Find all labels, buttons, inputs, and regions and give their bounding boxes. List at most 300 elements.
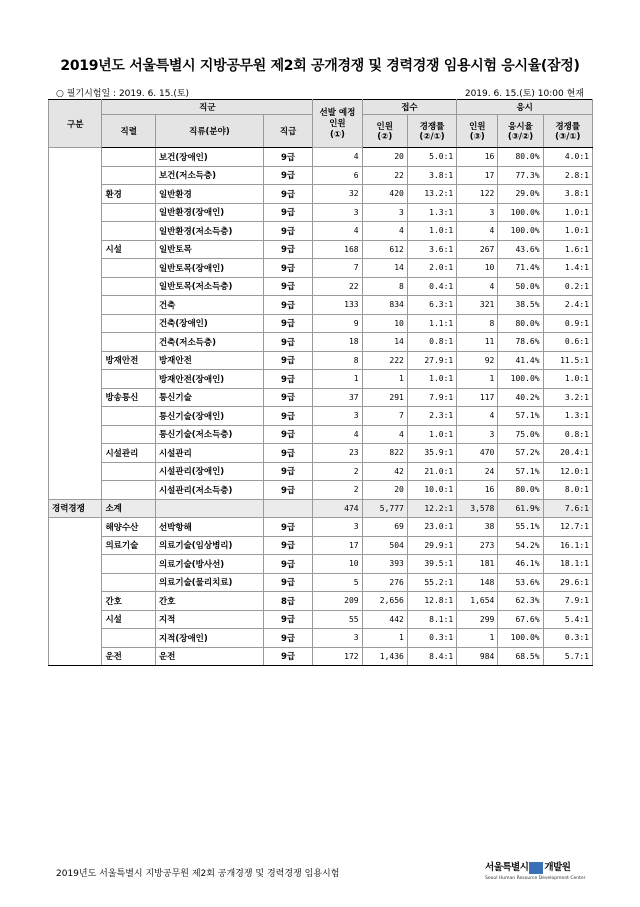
app-ratio-cell: 27.9:1 (407, 351, 456, 370)
geup-cell: 9급 (263, 462, 312, 481)
geup-cell: 9급 (263, 573, 312, 592)
att-ratio-cell: 0.6:1 (543, 333, 592, 352)
geup-cell: 9급 (263, 555, 312, 574)
att-rate-cell: 100.0% (498, 370, 543, 389)
geup-cell: 9급 (263, 185, 312, 204)
att-rate-cell: 67.6% (498, 610, 543, 629)
header-seonbal-label: 선발 예정인원 (319, 107, 356, 129)
ryu-cell: 선박항해 (155, 518, 263, 537)
app-ratio-cell: 5.0:1 (407, 148, 456, 167)
ryu-cell: 일반토목(저소득층) (155, 277, 263, 296)
att-ratio-cell: 0.3:1 (543, 629, 592, 648)
ryeol-cell (102, 259, 155, 278)
gubun-cell (49, 240, 102, 259)
att-ratio-cell: 0.2:1 (543, 277, 592, 296)
table-row (49, 314, 593, 333)
ryu-cell: 일반환경(저소득층) (155, 222, 263, 241)
ryeol-cell: 시설 (102, 240, 155, 259)
att-ratio-cell: 1.0:1 (543, 222, 592, 241)
gubun-cell (49, 222, 102, 241)
header-att-rate-label: 응시율 (508, 122, 533, 132)
att-ratio-cell: 12.7:1 (543, 518, 592, 537)
applicants-cell: 42 (362, 462, 407, 481)
ryeol-cell: 간호 (102, 592, 155, 611)
ryeol-cell: 방송통신 (102, 388, 155, 407)
header-seonbal (313, 100, 362, 148)
applicants-cell: 10 (362, 314, 407, 333)
app-ratio-cell: 1.0:1 (407, 370, 456, 389)
selection-cell: 4 (313, 425, 362, 444)
header-app-count-label: 인원 (376, 122, 393, 132)
header-att-ratio-ref: (③/①) (555, 132, 581, 142)
ryeol-cell: 해양수산 (102, 518, 155, 537)
selection-cell: 4 (313, 148, 362, 167)
geup-cell: 9급 (263, 203, 312, 222)
app-ratio-cell: 1.3:1 (407, 203, 456, 222)
table-row (49, 407, 593, 426)
table-row (49, 388, 593, 407)
att-ratio-cell: 0.9:1 (543, 314, 592, 333)
ryu-cell: 방재안전 (155, 351, 263, 370)
attendees-cell: 38 (457, 518, 498, 537)
applicants-cell: 4 (362, 222, 407, 241)
selection-cell: 17 (313, 536, 362, 555)
ryeol-cell (102, 481, 155, 500)
ryeol-cell (102, 370, 155, 389)
att-ratio-cell: 11.5:1 (543, 351, 592, 370)
ryeol-cell (102, 462, 155, 481)
geup-cell: 9급 (263, 629, 312, 648)
att-rate-cell: 53.6% (498, 573, 543, 592)
att-ratio-cell: 5.7:1 (543, 647, 592, 666)
table-row (49, 573, 593, 592)
selection-cell: 168 (313, 240, 362, 259)
ryu-cell: 보건(저소득층) (155, 166, 263, 185)
table-row (49, 222, 593, 241)
att-rate-cell: 43.6% (498, 240, 543, 259)
geup-cell: 9급 (263, 166, 312, 185)
ryeol-cell (102, 277, 155, 296)
att-rate-cell: 40.2% (498, 388, 543, 407)
attendees-cell: 17 (457, 166, 498, 185)
att-ratio-cell: 12.0:1 (543, 462, 592, 481)
selection-cell: 5 (313, 573, 362, 592)
applicants-cell: 20 (362, 148, 407, 167)
selection-cell: 3 (313, 518, 362, 537)
applicants-cell: 1 (362, 629, 407, 648)
att-rate-cell: 100.0% (498, 203, 543, 222)
selection-cell: 8 (313, 351, 362, 370)
table-row (49, 185, 593, 204)
geup-cell: 9급 (263, 296, 312, 315)
ryu-cell: 건축 (155, 296, 263, 315)
header-att-count-label: 인원 (469, 122, 486, 132)
att-rate-cell: 55.1% (498, 518, 543, 537)
table-body (49, 148, 593, 666)
table-header (49, 100, 593, 148)
selection-cell: 133 (313, 296, 362, 315)
selection-cell: 37 (313, 388, 362, 407)
table-row (49, 444, 593, 463)
subtotal-empty-cell (263, 499, 312, 518)
selection-cell: 23 (313, 444, 362, 463)
logo-mark-icon (529, 862, 543, 874)
subtotal-att-rate-cell: 61.9% (498, 499, 543, 518)
table-row (49, 277, 593, 296)
selection-cell: 18 (313, 333, 362, 352)
table-row (49, 610, 593, 629)
ryu-cell: 보건(장애인) (155, 148, 263, 167)
att-rate-cell: 41.4% (498, 351, 543, 370)
subtotal-label-cell: 소계 (102, 499, 155, 518)
geup-cell: 9급 (263, 407, 312, 426)
attendees-cell: 3 (457, 203, 498, 222)
gubun-cell (49, 277, 102, 296)
att-rate-cell: 78.6% (498, 333, 543, 352)
att-rate-cell: 75.0% (498, 425, 543, 444)
applicants-cell: 420 (362, 185, 407, 204)
gubun-cell (49, 462, 102, 481)
footer-text: 2019년도 서울특별시 지방공무원 제2회 공개경쟁 및 경력경쟁 임용시험 (56, 869, 340, 879)
gubun-cell (49, 573, 102, 592)
selection-cell: 4 (313, 222, 362, 241)
att-ratio-cell: 0.8:1 (543, 425, 592, 444)
ryeol-cell (102, 166, 155, 185)
geup-cell: 9급 (263, 536, 312, 555)
att-ratio-cell: 2.8:1 (543, 166, 592, 185)
gubun-cell (49, 425, 102, 444)
header-jeopsu: 접수 (362, 100, 457, 115)
att-rate-cell: 100.0% (498, 629, 543, 648)
attendees-cell: 299 (457, 610, 498, 629)
attendees-cell: 470 (457, 444, 498, 463)
app-ratio-cell: 1.1:1 (407, 314, 456, 333)
logo-text-after: 개발원 (544, 862, 571, 873)
app-ratio-cell: 35.9:1 (407, 444, 456, 463)
att-ratio-cell: 1.0:1 (543, 203, 592, 222)
geup-cell: 9급 (263, 333, 312, 352)
header-att-ratio-label: 경쟁률 (555, 122, 581, 132)
ryu-cell: 지적 (155, 610, 263, 629)
ryu-cell: 운전 (155, 647, 263, 666)
ryeol-cell (102, 573, 155, 592)
att-rate-cell: 38.5% (498, 296, 543, 315)
selection-cell: 172 (313, 647, 362, 666)
exam-info-line (56, 86, 584, 100)
as-of-timestamp: 2019. 6. 15.(토) 10:00 현재 (464, 89, 584, 99)
attendees-cell: 1 (457, 370, 498, 389)
attendees-cell: 10 (457, 259, 498, 278)
gubun-cell (49, 314, 102, 333)
header-jikryu: 직류(분야) (155, 115, 263, 148)
header-jikryeol: 직렬 (102, 115, 155, 148)
attendees-cell: 16 (457, 148, 498, 167)
ryu-cell: 통신기술(저소득층) (155, 425, 263, 444)
ryu-cell: 일반토목 (155, 240, 263, 259)
attendees-cell: 92 (457, 351, 498, 370)
exam-date: ○ 필기시험일 : 2019. 6. 15.(토) (56, 89, 190, 99)
ryeol-cell (102, 629, 155, 648)
ryeol-cell (102, 314, 155, 333)
ryu-cell: 통신기술(장애인) (155, 407, 263, 426)
table-row (49, 259, 593, 278)
att-rate-cell: 46.1% (498, 555, 543, 574)
applicants-cell: 14 (362, 333, 407, 352)
gubun-cell (49, 481, 102, 500)
geup-cell: 9급 (263, 314, 312, 333)
app-ratio-cell: 3.6:1 (407, 240, 456, 259)
gubun-cell (49, 333, 102, 352)
geup-cell: 9급 (263, 277, 312, 296)
app-ratio-cell: 2.0:1 (407, 259, 456, 278)
geup-cell: 9급 (263, 370, 312, 389)
ryu-cell: 통신기술 (155, 388, 263, 407)
ryeol-cell (102, 222, 155, 241)
ryeol-cell: 운전 (102, 647, 155, 666)
att-ratio-cell: 1.3:1 (543, 407, 592, 426)
attendees-cell: 11 (457, 333, 498, 352)
att-rate-cell: 57.1% (498, 407, 543, 426)
ryeol-cell (102, 407, 155, 426)
applicants-cell: 3 (362, 203, 407, 222)
header-app-count-ref: (②) (377, 132, 393, 142)
header-att-rate-ref: (③/②) (507, 132, 534, 142)
header-att-count (457, 115, 498, 148)
ryeol-cell: 시설 (102, 610, 155, 629)
att-rate-cell: 50.0% (498, 277, 543, 296)
attendees-cell: 24 (457, 462, 498, 481)
app-ratio-cell: 0.4:1 (407, 277, 456, 296)
subtotal-applicants-cell: 5,777 (362, 499, 407, 518)
attendees-cell: 16 (457, 481, 498, 500)
applicants-cell: 834 (362, 296, 407, 315)
table-row (49, 240, 593, 259)
gubun-cell (49, 388, 102, 407)
subtotal-attendees-cell: 3,578 (457, 499, 498, 518)
applicants-cell: 20 (362, 481, 407, 500)
table-row (49, 536, 593, 555)
att-ratio-cell: 8.0:1 (543, 481, 592, 500)
app-ratio-cell: 6.3:1 (407, 296, 456, 315)
selection-cell: 22 (313, 277, 362, 296)
selection-cell: 32 (313, 185, 362, 204)
gubun-cell (49, 203, 102, 222)
app-ratio-cell: 8.1:1 (407, 610, 456, 629)
subtotal-att-ratio-cell: 7.6:1 (543, 499, 592, 518)
gubun-cell (49, 518, 102, 537)
ryu-cell: 시설관리(저소득층) (155, 481, 263, 500)
header-gubun: 구분 (49, 100, 102, 148)
att-rate-cell: 77.3% (498, 166, 543, 185)
att-ratio-cell: 1.4:1 (543, 259, 592, 278)
applicants-cell: 1,436 (362, 647, 407, 666)
table-row (49, 351, 593, 370)
applicants-cell: 8 (362, 277, 407, 296)
header-jikgeup: 직급 (263, 115, 312, 148)
gubun-cell (49, 296, 102, 315)
geup-cell: 9급 (263, 425, 312, 444)
app-ratio-cell: 1.0:1 (407, 222, 456, 241)
app-ratio-cell: 10.0:1 (407, 481, 456, 500)
gubun-cell (49, 185, 102, 204)
gubun-cell (49, 407, 102, 426)
attendees-cell: 4 (457, 222, 498, 241)
table-row (49, 333, 593, 352)
header-app-ratio (407, 115, 456, 148)
table-row (49, 629, 593, 648)
ryeol-cell: 방재안전 (102, 351, 155, 370)
app-ratio-cell: 2.3:1 (407, 407, 456, 426)
subtotal-empty-cell (155, 499, 263, 518)
table-row (49, 203, 593, 222)
header-eungsi: 응시 (457, 100, 593, 115)
app-ratio-cell: 0.3:1 (407, 629, 456, 648)
ryu-cell: 방재안전(장애인) (155, 370, 263, 389)
geup-cell: 9급 (263, 351, 312, 370)
subtotal-selection-cell: 474 (313, 499, 362, 518)
table-row (49, 462, 593, 481)
career-gubun-cell: 경력경쟁 (49, 499, 102, 518)
applicants-cell: 69 (362, 518, 407, 537)
ryu-cell: 건축(저소득층) (155, 333, 263, 352)
app-ratio-cell: 8.4:1 (407, 647, 456, 666)
attendees-cell: 984 (457, 647, 498, 666)
applicants-cell: 4 (362, 425, 407, 444)
header-app-count (362, 115, 407, 148)
att-ratio-cell: 4.0:1 (543, 148, 592, 167)
org-logo (485, 859, 595, 887)
ryu-cell: 의료기술(물리치료) (155, 573, 263, 592)
gubun-cell (49, 536, 102, 555)
ryeol-cell (102, 333, 155, 352)
ryeol-cell (102, 425, 155, 444)
gubun-cell (49, 370, 102, 389)
app-ratio-cell: 0.8:1 (407, 333, 456, 352)
geup-cell: 9급 (263, 518, 312, 537)
ryu-cell: 일반토목(장애인) (155, 259, 263, 278)
att-ratio-cell: 3.8:1 (543, 185, 592, 204)
gubun-cell (49, 166, 102, 185)
att-ratio-cell: 20.4:1 (543, 444, 592, 463)
geup-cell: 9급 (263, 444, 312, 463)
ryeol-cell (102, 296, 155, 315)
att-ratio-cell: 16.1:1 (543, 536, 592, 555)
att-rate-cell: 29.0% (498, 185, 543, 204)
att-ratio-cell: 1.0:1 (543, 370, 592, 389)
applicants-cell: 1 (362, 370, 407, 389)
selection-cell: 9 (313, 314, 362, 333)
applicants-cell: 612 (362, 240, 407, 259)
selection-cell: 2 (313, 462, 362, 481)
app-ratio-cell: 1.0:1 (407, 425, 456, 444)
header-app-ratio-label: 경쟁률 (419, 122, 445, 132)
app-ratio-cell: 12.8:1 (407, 592, 456, 611)
applicants-cell: 442 (362, 610, 407, 629)
app-ratio-cell: 3.8:1 (407, 166, 456, 185)
gubun-cell (49, 555, 102, 574)
logo-subtitle: Seoul Human Resource Development Center (485, 875, 586, 881)
geup-cell: 9급 (263, 481, 312, 500)
att-rate-cell: 57.1% (498, 462, 543, 481)
att-rate-cell: 80.0% (498, 481, 543, 500)
ryu-cell: 의료기술(방사선) (155, 555, 263, 574)
attendees-cell: 3 (457, 425, 498, 444)
gubun-cell (49, 592, 102, 611)
selection-cell: 7 (313, 259, 362, 278)
geup-cell: 9급 (263, 388, 312, 407)
attendees-cell: 117 (457, 388, 498, 407)
app-ratio-cell: 13.2:1 (407, 185, 456, 204)
table-row (49, 592, 593, 611)
selection-cell: 55 (313, 610, 362, 629)
geup-cell: 9급 (263, 647, 312, 666)
selection-cell: 6 (313, 166, 362, 185)
app-ratio-cell: 55.2:1 (407, 573, 456, 592)
att-rate-cell: 62.3% (498, 592, 543, 611)
selection-cell: 10 (313, 555, 362, 574)
applicants-cell: 504 (362, 536, 407, 555)
ryu-cell: 건축(장애인) (155, 314, 263, 333)
app-ratio-cell: 23.0:1 (407, 518, 456, 537)
header-att-count-ref: (③) (469, 132, 485, 142)
table-row (49, 481, 593, 500)
ryu-cell: 간호 (155, 592, 263, 611)
ryu-cell: 의료기술(임상병리) (155, 536, 263, 555)
gubun-cell (49, 629, 102, 648)
ryeol-cell: 의료기술 (102, 536, 155, 555)
attendees-cell: 273 (457, 536, 498, 555)
att-rate-cell: 80.0% (498, 148, 543, 167)
ryeol-cell (102, 148, 155, 167)
attendees-cell: 1 (457, 629, 498, 648)
geup-cell: 9급 (263, 259, 312, 278)
att-rate-cell: 57.2% (498, 444, 543, 463)
gubun-cell (49, 444, 102, 463)
gubun-cell (49, 610, 102, 629)
ryu-cell: 시설관리(장애인) (155, 462, 263, 481)
table-row (49, 370, 593, 389)
applicants-cell: 291 (362, 388, 407, 407)
table-row (49, 296, 593, 315)
att-rate-cell: 100.0% (498, 222, 543, 241)
header-att-rate (498, 115, 543, 148)
app-ratio-cell: 29.9:1 (407, 536, 456, 555)
ryeol-cell (102, 203, 155, 222)
table-row (49, 555, 593, 574)
table-row (49, 148, 593, 167)
ryu-cell: 시설관리 (155, 444, 263, 463)
att-ratio-cell: 18.1:1 (543, 555, 592, 574)
attendees-cell: 4 (457, 407, 498, 426)
ryeol-cell (102, 555, 155, 574)
table-row (49, 166, 593, 185)
ryeol-cell: 환경 (102, 185, 155, 204)
attendees-cell: 8 (457, 314, 498, 333)
subtotal-app-ratio-cell: 12.2:1 (407, 499, 456, 518)
applicants-cell: 393 (362, 555, 407, 574)
applicants-cell: 7 (362, 407, 407, 426)
att-rate-cell: 71.4% (498, 259, 543, 278)
geup-cell: 9급 (263, 610, 312, 629)
ryu-cell: 지적(장애인) (155, 629, 263, 648)
selection-cell: 3 (313, 203, 362, 222)
table-row (49, 647, 593, 666)
geup-cell: 8급 (263, 592, 312, 611)
selection-cell: 2 (313, 481, 362, 500)
selection-cell: 1 (313, 370, 362, 389)
logo-wordmark (485, 859, 595, 874)
header-seonbal-ref: (①) (329, 129, 345, 140)
